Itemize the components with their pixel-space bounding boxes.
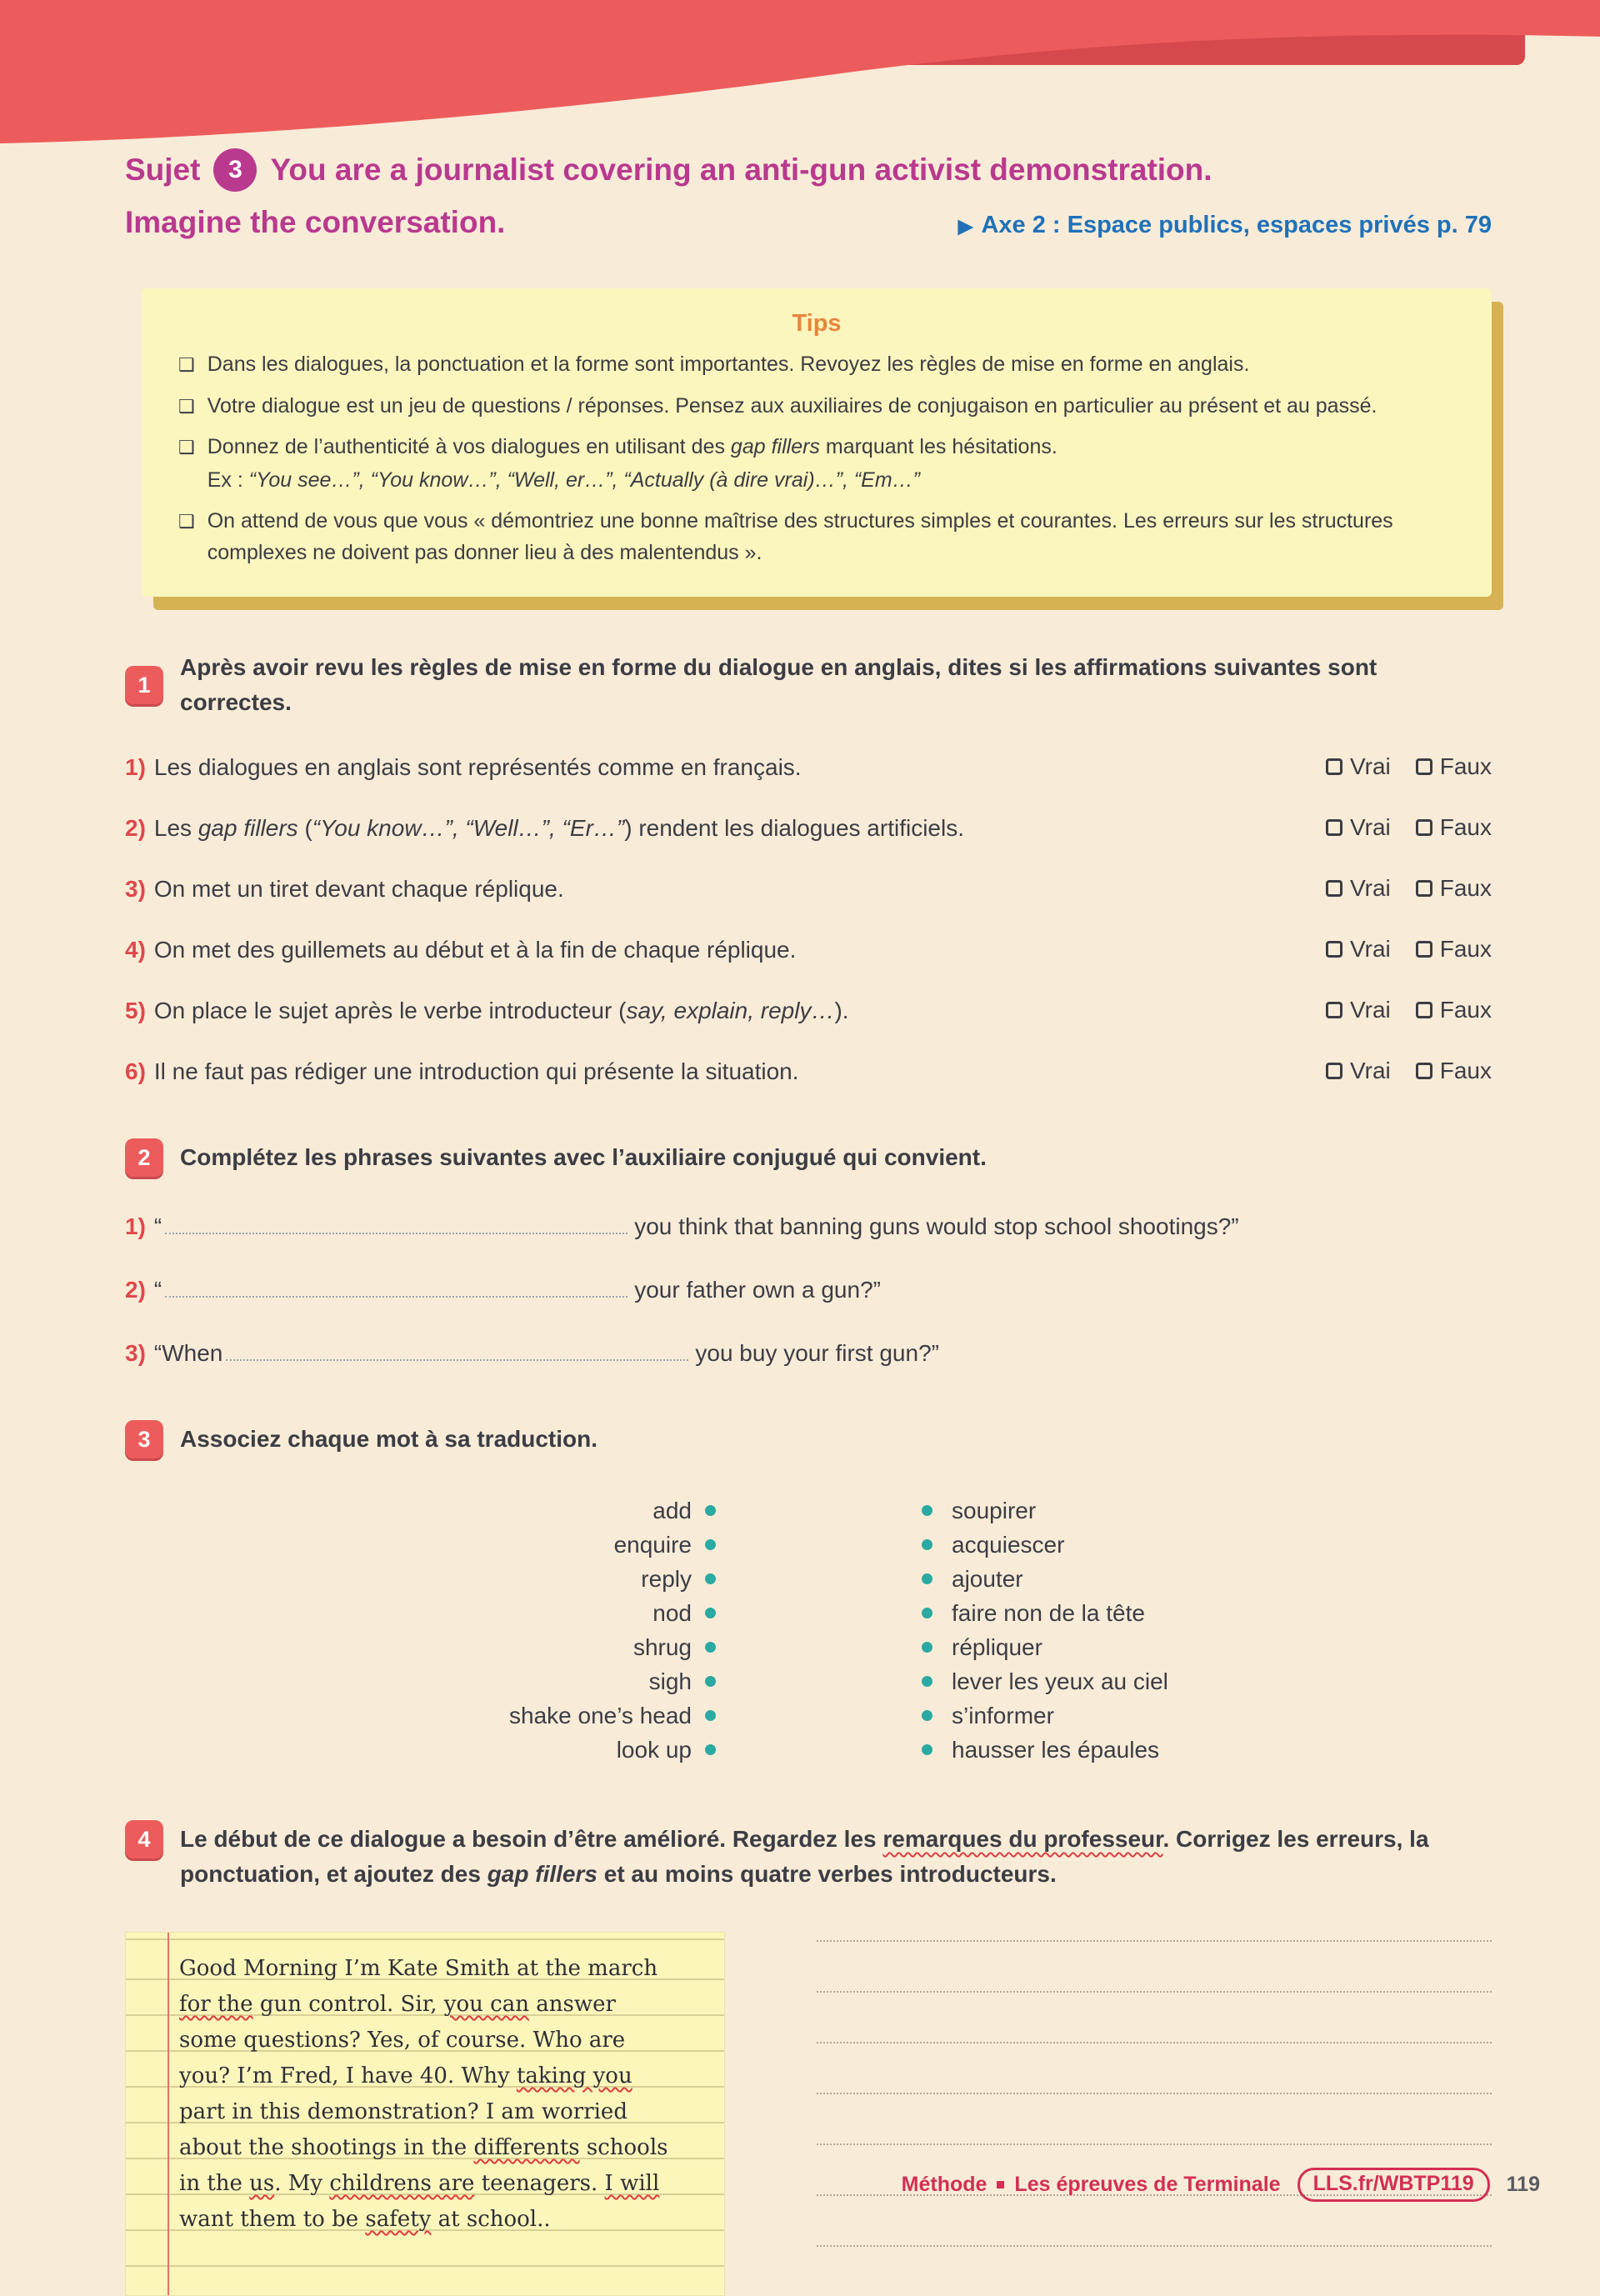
exercise-number-badge: 1 [125,666,163,704]
heading-segment: . Corrigez les erreurs, la ponctuation, et ajoutez des [180,1826,1429,1887]
match-dot[interactable] [705,1539,716,1550]
vrai-label: Vrai [1349,875,1391,901]
checkbox-icon[interactable] [1326,880,1342,897]
checkbox-icon[interactable] [1416,758,1432,775]
notepad-line [179,2023,712,2058]
exercise-number-badge: 3 [125,1420,163,1458]
tips-box [142,288,1492,597]
checkbox-icon[interactable] [1326,758,1342,775]
vrai-option[interactable] [1326,997,1391,1023]
vrai-faux-group [1326,753,1492,780]
vrai-label: Vrai [1349,1058,1391,1083]
match-word-fr: hausser les épaules [952,1736,1160,1763]
match-word-en: shake one’s head [509,1702,692,1728]
match-word-fr: acquiescer [952,1531,1065,1558]
match-word-fr: répliquer [952,1633,1042,1660]
tip-text-segment-italic: gap fillers [730,435,820,458]
fill-in-row [125,1213,1492,1240]
answer-blank[interactable] [226,1343,688,1361]
match-word-en: look up [616,1736,692,1763]
tip-example-line [208,465,1058,497]
statement-row [125,753,1492,781]
tip-item [178,506,1455,568]
match-dot[interactable] [922,1744,932,1755]
sentence-start: “ [153,1213,162,1239]
handwriting-segment: you? I’m Fred, I have 40. Why [179,2063,517,2088]
page-number: 119 [1506,2173,1540,2196]
vrai-faux-group [1326,814,1492,841]
match-dot[interactable] [922,1642,932,1653]
exercise-heading: Associez chaque mot à sa traduction. [180,1426,598,1452]
match-row [125,1528,1492,1562]
answer-line[interactable] [817,2143,1492,2145]
exercise-4-header [125,1820,1492,1892]
matching-exercise [125,1493,1492,1767]
statement-segment: On met des guillemets au début et à la fin de chaque réplique. [153,937,797,963]
item-number: 3) [125,876,146,902]
checkbox-icon[interactable] [1326,1063,1342,1079]
checkbox-icon[interactable] [1326,941,1342,958]
notepad-line [179,2202,712,2238]
statement-segment: Les dialogues en anglais sont représentés comme en français. [153,754,802,780]
handwriting-error: safety [365,2207,432,2232]
statement-text [154,998,1306,1024]
notepad-line [179,1987,712,2023]
statement-segment: ( [298,815,312,841]
match-dot[interactable] [922,1710,932,1721]
handwriting-segment: in the [179,2171,250,2196]
tip-text [208,432,1058,496]
vrai-option[interactable] [1326,1058,1391,1084]
tips-title: Tips [792,310,842,337]
handwriting-segment: answer [528,1992,616,2017]
answer-line[interactable] [817,2245,1492,2247]
handwriting-segment: at school.. [431,2207,551,2232]
match-word-en: sigh [648,1668,692,1694]
tip-item [178,391,1455,423]
checkbox-icon[interactable] [1416,1002,1432,1018]
sentence-end: you buy your first gun?” [695,1340,939,1366]
exercise-2-header [125,1138,1492,1177]
answer-line[interactable] [817,1940,1492,1942]
vrai-option[interactable] [1326,753,1391,780]
tip-text [208,349,1250,381]
handwriting-segment: . My [274,2171,330,2196]
heading-segment: et au moins quatre verbes introducteurs. [597,1861,1057,1887]
tip-item [178,432,1455,496]
statement-segment: Les [153,815,198,841]
sujet-number: 3 [228,156,242,183]
checkbox-bullet-icon: ❑ [178,511,195,532]
handwriting-error: for the [179,1992,253,2017]
statement-segment-italic: gap fillers [198,815,298,841]
match-dot[interactable] [705,1710,716,1721]
match-dot[interactable] [705,1505,716,1516]
sentence-start: “ [153,1277,162,1303]
handwriting-error: I will [604,2171,660,2196]
match-dot[interactable] [922,1505,932,1516]
handwriting-error: differents [473,2135,580,2160]
handwriting-segment: about the shootings in the [179,2135,474,2160]
footer-method-label: Méthode [901,2173,988,2196]
title-line-1 [125,148,1492,192]
match-row [125,1596,1492,1630]
handwriting-error: us [249,2171,275,2196]
faux-option[interactable] [1416,997,1492,1023]
item-number: 1) [125,754,146,780]
match-word-en: nod [652,1599,692,1626]
answer-blank[interactable] [165,1216,628,1234]
statement-text [154,754,1306,781]
tip-text [208,506,1455,568]
footer-section-title [902,2173,1281,2197]
heading-segment-italic: gap fillers [487,1861,598,1887]
statement-text [154,876,1306,903]
vrai-label: Vrai [1349,753,1391,779]
faux-option[interactable] [1416,875,1492,902]
match-word-en: reply [641,1565,692,1592]
triangle-marker-icon: ▶ [958,215,973,237]
item-number: 1) [125,1213,146,1239]
answer-lines-column [817,1932,1492,2296]
vrai-faux-group [1326,936,1492,963]
vrai-label: Vrai [1349,936,1391,962]
dialogue-area [125,1932,1492,2296]
tip-text-segment: marquant les hésitations. [819,435,1058,458]
heading-segment: Le début de ce dialogue a besoin d’être amélioré. Regardez les [180,1826,883,1852]
fill-in-row [125,1340,1492,1367]
match-dot[interactable] [705,1676,716,1687]
match-row [125,1698,1492,1733]
match-word-fr: soupirer [952,1497,1037,1523]
footer-link[interactable]: LLS.fr/WBTP119 [1298,2168,1490,2202]
statement-text [154,937,1306,963]
checkbox-icon[interactable] [1416,1063,1432,1079]
vrai-option[interactable] [1326,875,1391,902]
statement-row [125,936,1492,963]
statement-segment: On place le sujet après le verbe introducteur ( [153,998,627,1023]
match-word-fr: s’informer [952,1702,1054,1728]
faux-option[interactable] [1416,814,1492,841]
faux-option[interactable] [1416,753,1492,780]
sujet-label: Sujet [125,153,201,187]
statement-text [154,1058,1306,1085]
axe-reference [958,212,1492,239]
match-word-en: shrug [632,1633,692,1660]
checkbox-icon[interactable] [1326,819,1342,836]
checkbox-icon[interactable] [1326,1002,1342,1018]
title-line-2 [125,205,1492,240]
tip-example-text: “You see…”, “You know…”, “Well, er…”, “Actually (à dire vrai)…”, “Em…” [248,468,921,492]
match-dot[interactable] [705,1608,716,1618]
exercise-heading [180,1822,1492,1892]
checkbox-bullet-icon: ❑ [178,395,195,417]
item-number: 2) [125,1277,146,1303]
match-dot[interactable] [922,1608,932,1618]
match-row [125,1664,1492,1698]
statement-segment-italic: “You know…”, “Well…”, “Er…” [312,815,625,841]
tip-text-segment: Donnez de l’authenticité à vos dialogues en utilisant des [207,435,731,458]
statement-segment: On met un tiret devant chaque réplique. [153,876,564,902]
fill-in-row [125,1277,1492,1303]
exercise-number-badge: 2 [125,1138,163,1177]
checkbox-icon[interactable] [1416,880,1432,897]
match-dot[interactable] [922,1573,932,1584]
footer-section-label: Les épreuves de Terminale [1014,2173,1281,2196]
tip-item [178,349,1455,381]
notepad-line [179,2130,712,2166]
exercise-3-header [125,1420,1492,1458]
checkbox-bullet-icon: ❑ [178,437,195,458]
notepad-line [179,2094,712,2130]
match-word-fr: faire non de la tête [952,1599,1145,1626]
handwriting-error: childrens are [329,2171,475,2196]
vrai-option[interactable] [1326,936,1391,963]
item-number: 6) [125,1058,146,1084]
sentence-end: you think that banning guns would stop school shootings?” [634,1213,1239,1239]
statement-row [125,814,1492,842]
notepad-line [179,1951,712,1987]
statement-segment-italic: say, explain, reply… [626,998,835,1023]
notepad-line [179,2058,712,2094]
match-row [125,1630,1492,1664]
match-row [125,1733,1492,1767]
checkbox-bullet-icon: ❑ [178,354,195,375]
title-block [125,0,1492,240]
match-row [125,1493,1492,1528]
tip-text-segment: Votre dialogue est un jeu de questions / réponses. Pensez aux auxiliaires de conjugaison en particulier au présent et au passé. [207,393,1378,418]
exercise-heading: Complétez les phrases suivantes avec l’auxiliaire conjugué qui convient. [180,1144,987,1170]
statement-row [125,1058,1492,1085]
vrai-label: Vrai [1349,814,1391,840]
exercise-heading: Après avoir revu les règles de mise en forme du dialogue en anglais, dites si les affirmations suivantes sont correctes. [180,654,1378,715]
vrai-label: Vrai [1349,997,1391,1023]
item-number: 3) [125,1340,146,1366]
faux-label: Faux [1439,875,1492,901]
faux-option[interactable] [1416,936,1492,963]
exercise-number-badge: 4 [125,1820,163,1858]
answer-line[interactable] [817,1991,1492,1993]
match-dot[interactable] [705,1642,716,1653]
statement-segment: Il ne faut pas rédiger une introduction qui présente la situation. [153,1058,799,1084]
faux-option[interactable] [1416,1058,1492,1084]
vrai-faux-group [1326,875,1492,902]
handwriting-error: you can [443,1992,529,2017]
tip-text [208,391,1378,423]
faux-label: Faux [1439,814,1492,840]
match-dot[interactable] [922,1539,932,1550]
faux-label: Faux [1439,753,1492,779]
handwriting-segment: teenagers. [474,2171,605,2196]
exercise-1-header [125,650,1492,720]
page-footer [902,2168,1540,2202]
sentence-start: “When [153,1340,223,1366]
answer-line[interactable] [817,2093,1492,2094]
tip-text-segment: On attend de vous que vous « démontriez une bonne maîtrise des structures simples et courantes. Les erreurs sur les structures complexes ne doivent pas donner lieu à des malentendus ». [207,509,1393,564]
sujet-number-badge [213,148,257,192]
statement-segment: ). [834,998,849,1023]
match-row [125,1562,1492,1596]
faux-label: Faux [1439,936,1492,962]
answer-line[interactable] [817,2042,1492,2043]
match-dot[interactable] [705,1744,716,1755]
heading-segment-underlined: remarques du professeur [882,1826,1163,1852]
handwriting-segment: schools [579,2135,668,2160]
vrai-option[interactable] [1326,814,1391,841]
tip-example-label: Ex : [207,468,249,492]
sentence-end: your father own a gun?” [634,1277,881,1303]
handwriting-segment: some questions? Yes, of course. Who are [179,2028,626,2053]
square-bullet-icon [997,2181,1004,2188]
statement-segment: ) rendent les dialogues artificiels. [624,815,964,841]
match-word-en: enquire [613,1531,692,1558]
page-title-line2: Imagine the conversation. [125,205,506,239]
vrai-faux-group [1326,997,1492,1023]
match-dot[interactable] [922,1676,932,1687]
notepad-line [179,2166,712,2202]
statement-row [125,997,1492,1024]
statement-row [125,875,1492,903]
match-word-fr: ajouter [952,1565,1023,1592]
tip-text-segment: Dans les dialogues, la ponctuation et la forme sont importantes. Revoyez les règles de mise en forme en anglais. [207,353,1250,376]
match-dot[interactable] [705,1573,716,1584]
match-word-fr: lever les yeux au ciel [952,1668,1168,1694]
vrai-faux-group [1326,1058,1492,1084]
statement-text [154,815,1306,842]
handwriting-segment: gun control. Sir, [252,1992,444,2017]
handwriting-segment: want them to be [179,2207,366,2232]
page-title: You are a journalist covering an anti-gun activist demonstration. [270,153,1212,187]
faux-label: Faux [1439,1058,1492,1083]
handwriting-error: taking you [516,2063,632,2088]
answer-blank[interactable] [165,1279,628,1298]
checkbox-icon[interactable] [1416,819,1432,836]
match-word-en: add [652,1497,692,1523]
item-number: 2) [125,815,146,841]
faux-label: Faux [1439,997,1492,1023]
item-number: 4) [125,937,146,963]
notepad [125,1932,725,2296]
item-number: 5) [125,998,146,1023]
handwriting-segment: Good Morning I’m Kate Smith at the march [179,1956,658,1981]
axe-reference-text: Axe 2 : Espace publics, espaces privés p. 79 [981,212,1492,238]
handwriting-segment: part in this demonstration? I am worried [179,2099,628,2124]
checkbox-icon[interactable] [1416,941,1432,958]
